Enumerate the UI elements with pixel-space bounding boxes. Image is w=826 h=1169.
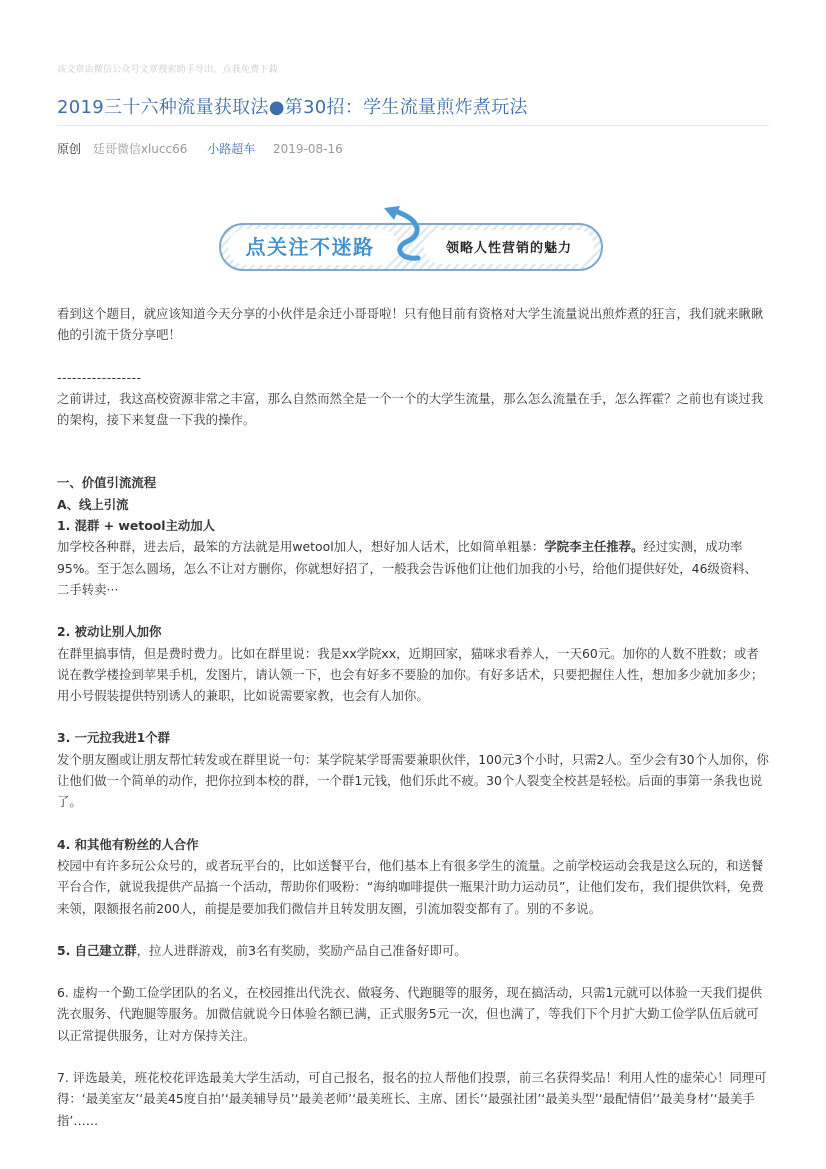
method-4-title: 4. 和其他有粉丝的人合作 <box>57 836 199 852</box>
article-body <box>57 303 769 1131</box>
follow-banner <box>218 206 604 274</box>
section-heading: 一、价值引流流程 <box>57 475 157 491</box>
method-1-highlight: 学院李主任推荐。 <box>544 539 644 555</box>
article-title: 2019三十六种流量获取法●第30招：学生流量煎炸煮玩法 <box>57 97 528 118</box>
method-3-title: 3. 一元拉我进1个群 <box>57 730 170 746</box>
method-3-text: 发个朋友圈或让朋友帮忙转发或在群里说一句：某学院某学哥需要兼职伙伴，100元3个小时，只需2人。至少会有30个人加你，你让他们做一个简单的动作，把你拉到本校的群，一个群1元钱，他们乐此不疲。30个人裂变全校甚是轻松。后面的事第一条我也说了。 <box>57 751 769 810</box>
author-name: 廷哥微信xlucc66 <box>92 142 188 156</box>
separator-line: ----------------- <box>57 369 142 385</box>
export-watermark-link[interactable]: 该文章由微信公众号文章搜索助手导出，点我免费下载 <box>57 65 278 75</box>
method-2-text: 在群里搞事情，但是费时费力。比如在群里说：我是xx学院xx，近期回家，猫咪求看养人，一天60元。加你的人数不胜数；或者说在教学楼捡到苹果手机，发图片，请认领一下，也会有好多不要脸的加你。有好多话术，只要把握住人性，想加多少就加多少；用小号假装提供特别诱人的兼职，比如说需要家教，也会有人加你。 <box>57 645 764 704</box>
subsection-heading: A、线上引流 <box>57 496 129 512</box>
paragraph-background: 之前讲过，我这高校资源非常之丰富，那么自然而然全是一个一个的大学生流量，那么怎么流量在手，怎么挥霍？之前也有谈过我的架构，接下来复盘一下我的操作。 <box>57 390 764 428</box>
method-1-title: 1. 混群 + wetool主动加人 <box>57 518 216 534</box>
title-divider <box>57 125 769 126</box>
original-label: 原创 <box>57 142 82 156</box>
publish-date: 2019-08-16 <box>273 142 343 156</box>
method-6-paragraph: 6. 虚构一个勤工俭学团队的名义，在校园推出代洗衣、做寝务、代跑腿等的服务，现在搞活动，只需1元就可以体验一天我们提供洗衣服务、代跑腿等服务。加微信就说今日体验名额已满，正式服务5元一次，但也满了，等我们下个月扩大勤工俭学队伍后就可以正常提供服务，让对方保持关注。 <box>57 985 763 1043</box>
method-5-title: 5. 自己建立群 <box>57 942 137 958</box>
method-5-paragraph: 5. 自己建立群，拉人进群游戏，前3名有奖励，奖励产品自己准备好即可。 <box>57 942 467 958</box>
method-1-text: 加学校各种群，进去后，最笨的方法就是用wetool加人，想好加人话术，比如简单粗暴：学院李主任推荐。经过实测，成功率95%。至于怎么圆场，怎么不让对方删你，你就想好招了，一般我会告诉他们让他们加我的小号，给他们提供好处，46级资料、二手转卖··· <box>57 539 758 597</box>
account-link[interactable]: 小路超车 <box>207 142 256 156</box>
method-4-text: 校园中有许多玩公众号的，或者玩平台的，比如送餐平台，他们基本上有很多学生的流量。之前学校运动会我是这么玩的，和送餐平台合作，就说我提供产品搞一个活动，帮助你们吸粉：“海纳咖啡提供一瓶果汁助力运动员”，让他们发布，我们提供饮料，免费来领，限额报名前200人，前提是要加我们微信并且转发朋友圈，引流加裂变都有了。别的不多说。 <box>57 857 764 916</box>
method-2-title: 2. 被动让别人加你 <box>57 624 162 640</box>
intro-paragraph: 看到这个题目，就应该知道今天分享的小伙伴是余迁小哥哥啦！只有他目前有资格对大学生流量说出煎炸煮的狂言，我们就来瞅瞅他的引流干货分享吧！ <box>57 306 764 343</box>
banner-right-text: 领略人性营销的魅力 <box>445 241 573 256</box>
method-7-paragraph: 7. 评选最美，班花校花评选最美大学生活动，可自己报名，报名的拉人帮他们投票，前三名获得奖品！利用人性的虚荣心！同理可得：‘最美室友’‘最美45度自拍’‘最美辅导员’‘最美老师’‘最美班长、主席、团长’‘最强社团’‘最美头型’‘最配情侣’‘最美身材’‘最美手指’…… <box>57 1070 767 1128</box>
article-meta <box>57 140 343 157</box>
banner-left-text: 点关注不迷路 <box>245 235 375 259</box>
